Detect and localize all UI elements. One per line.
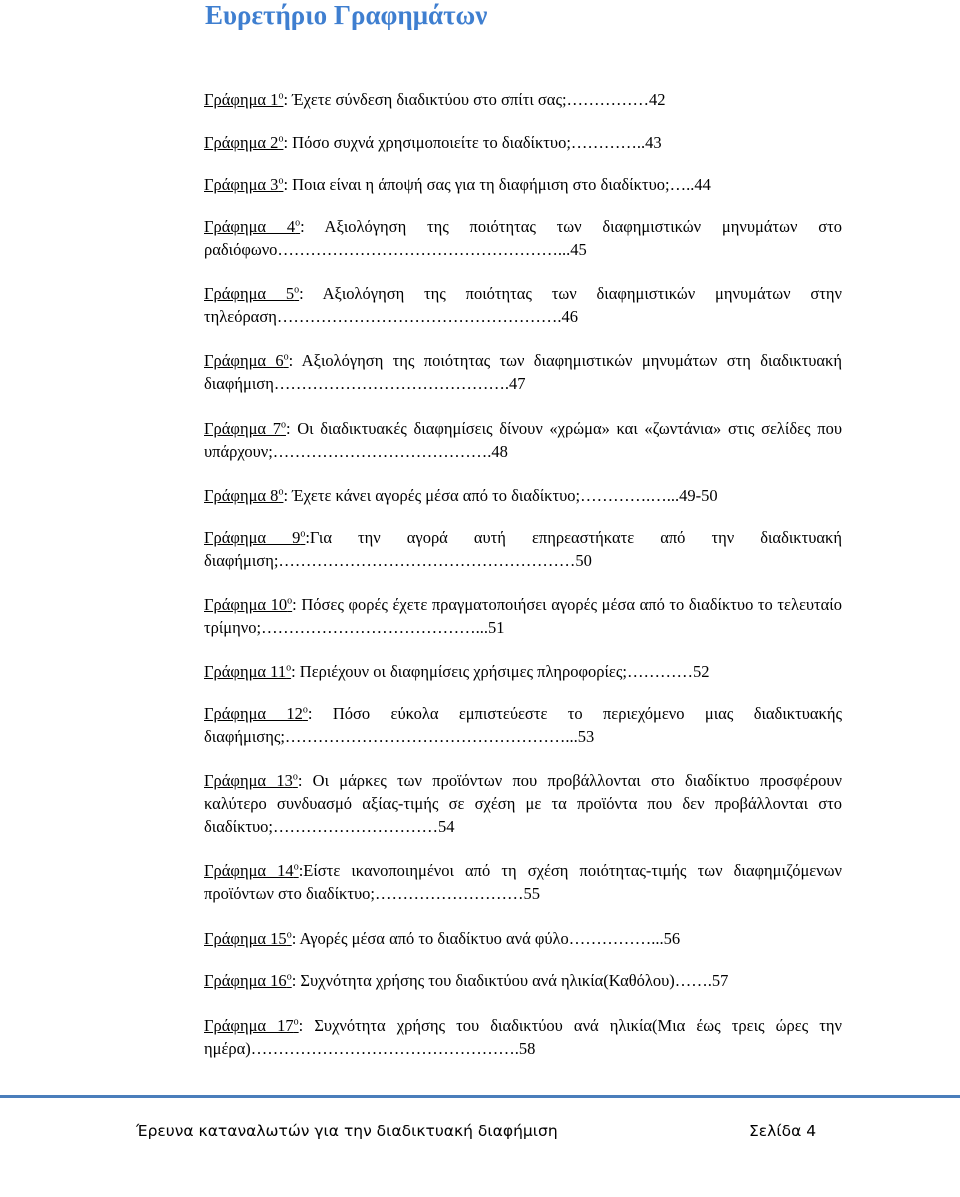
index-entry-15[interactable] — [204, 927, 842, 950]
index-entry-10[interactable] — [204, 593, 842, 639]
entry-label: Γράφημα $5^o$ — [204, 284, 300, 303]
index-entry-3[interactable] — [204, 173, 842, 196]
footer-rule — [0, 1095, 960, 1098]
entry-label: Γράφημα $9^o$ — [204, 528, 306, 547]
entry-text: : Πόσες φορές έχετε πραγματοποιήσει αγορές μέσα από το διαδίκτυο το τελευταίο τρίμηνο;…………………………………...51 — [204, 595, 843, 637]
index-entry-5[interactable] — [204, 282, 842, 328]
index-entry-6[interactable] — [204, 349, 842, 395]
entry-label: Γράφημα $3^o$ — [204, 175, 284, 194]
footer-title: Έρευνα καταναλωτών για την διαδικτυακή διαφήμιση — [136, 1122, 558, 1140]
footer-page-number: Σελίδα 4 — [749, 1122, 817, 1140]
index-entry-16[interactable] — [204, 969, 842, 992]
entry-text: : Έχετε κάνει αγορές μέσα από το διαδίκτυο;………….…...49-50 — [283, 486, 718, 505]
entry-text: : Οι διαδικτυακές διαφημίσεις δίνουν «χρώμα» και «ζωντάνια» στις σελίδες που υπάρχουν;………………………………….48 — [204, 419, 842, 461]
entry-label: Γράφημα $2^o$ — [204, 133, 284, 152]
entry-label: Γράφημα $12^o$ — [204, 704, 308, 723]
entry-text: : Ποια είναι η άποψή σας για τη διαφήμιση στο διαδίκτυο;…..44 — [283, 175, 711, 194]
entry-label: Γράφημα $17^o$ — [204, 1016, 299, 1035]
entry-text: : Αγορές μέσα από το διαδίκτυο ανά φύλο……………...56 — [291, 929, 681, 948]
entry-text: : Συχνότητα χρήσης του διαδικτύου ανά ηλικία(Μια έως τρεις ώρες την ημέρα)………………………………………….58 — [204, 1016, 842, 1058]
entry-label: Γράφημα $4^o$ — [204, 217, 301, 236]
entry-label: Γράφημα $14^o$ — [204, 861, 299, 880]
entry-label: Γράφημα $10^o$ — [204, 595, 293, 614]
entry-text: : Αξιολόγηση της ποιότητας των διαφημιστικών μηνυμάτων στην τηλεόραση…………………………………………….46 — [204, 284, 842, 326]
entry-label: Γράφημα $16^o$ — [204, 971, 292, 990]
entry-text: : Αξιολόγηση της ποιότητας των διαφημιστικών μηνυμάτων στο ραδιόφωνο……………………………………………...45 — [204, 217, 843, 259]
entry-label: Γράφημα $6^o$ — [204, 351, 289, 370]
index-entry-17[interactable] — [204, 1014, 842, 1060]
entry-text: : Συχνότητα χρήσης του διαδικτύου ανά ηλικία(Καθόλου)…….57 — [291, 971, 729, 990]
index-entry-12[interactable] — [204, 702, 842, 748]
entry-label: Γράφημα $8^o$ — [204, 486, 284, 505]
index-entry-4[interactable] — [204, 215, 842, 261]
entry-label: Γράφημα $13^o$ — [204, 771, 298, 790]
entry-text: : Πόσο συχνά χρησιμοποιείτε το διαδίκτυο;…………..43 — [283, 133, 662, 152]
index-entry-7[interactable] — [204, 417, 842, 463]
index-entry-2[interactable] — [204, 131, 842, 154]
entry-text: : Αξιολόγηση της ποιότητας των διαφημιστικών μηνυμάτων στη διαδικτυακή διαφήμιση…………………………………….47 — [204, 351, 843, 393]
page-heading: Ευρετήριο Γραφημάτων — [205, 0, 488, 30]
index-entry-13[interactable] — [204, 769, 842, 838]
entry-label: Γράφημα $11^o$ — [204, 662, 292, 681]
index-entry-14[interactable] — [204, 859, 842, 905]
entry-text: : Περιέχουν οι διαφημίσεις χρήσιμες πληροφορίες;…………52 — [291, 662, 710, 681]
index-entry-11[interactable] — [204, 660, 842, 683]
entry-text: : Πόσο εύκολα εμπιστεύεστε το περιεχόμενο μιας διαδικτυακής διαφήμισης;……………………………………………...53 — [204, 704, 842, 746]
index-entry-9[interactable] — [204, 526, 842, 572]
entry-label: Γράφημα $15^o$ — [204, 929, 292, 948]
index-entry-1[interactable] — [204, 88, 842, 111]
entry-text: :Είστε ικανοποιημένοι από τη σχέση ποιότητας-τιμής των διαφημιζόμενων προϊόντων στο διαδίκτυο;………………………55 — [204, 861, 842, 903]
entry-label: Γράφημα $1^o$ — [204, 90, 284, 109]
entry-text: :Για την αγορά αυτή επηρεαστήκατε από την διαδικτυακή διαφήμιση;………………………………………………50 — [204, 528, 842, 570]
entry-text: : Έχετε σύνδεση διαδικτύου στο σπίτι σας;……………42 — [283, 90, 666, 109]
entry-label: Γράφημα $7^o$ — [204, 419, 286, 438]
index-entry-8[interactable] — [204, 484, 842, 507]
entry-text: : Οι μάρκες των προϊόντων που προβάλλονται στο διαδίκτυο προσφέρουν καλύτερο συνδυασμό αξίας-τιμής σε σχέση με τα προϊόντα που δεν προβάλλονται στο διαδίκτυο;…………………………54 — [204, 771, 843, 836]
